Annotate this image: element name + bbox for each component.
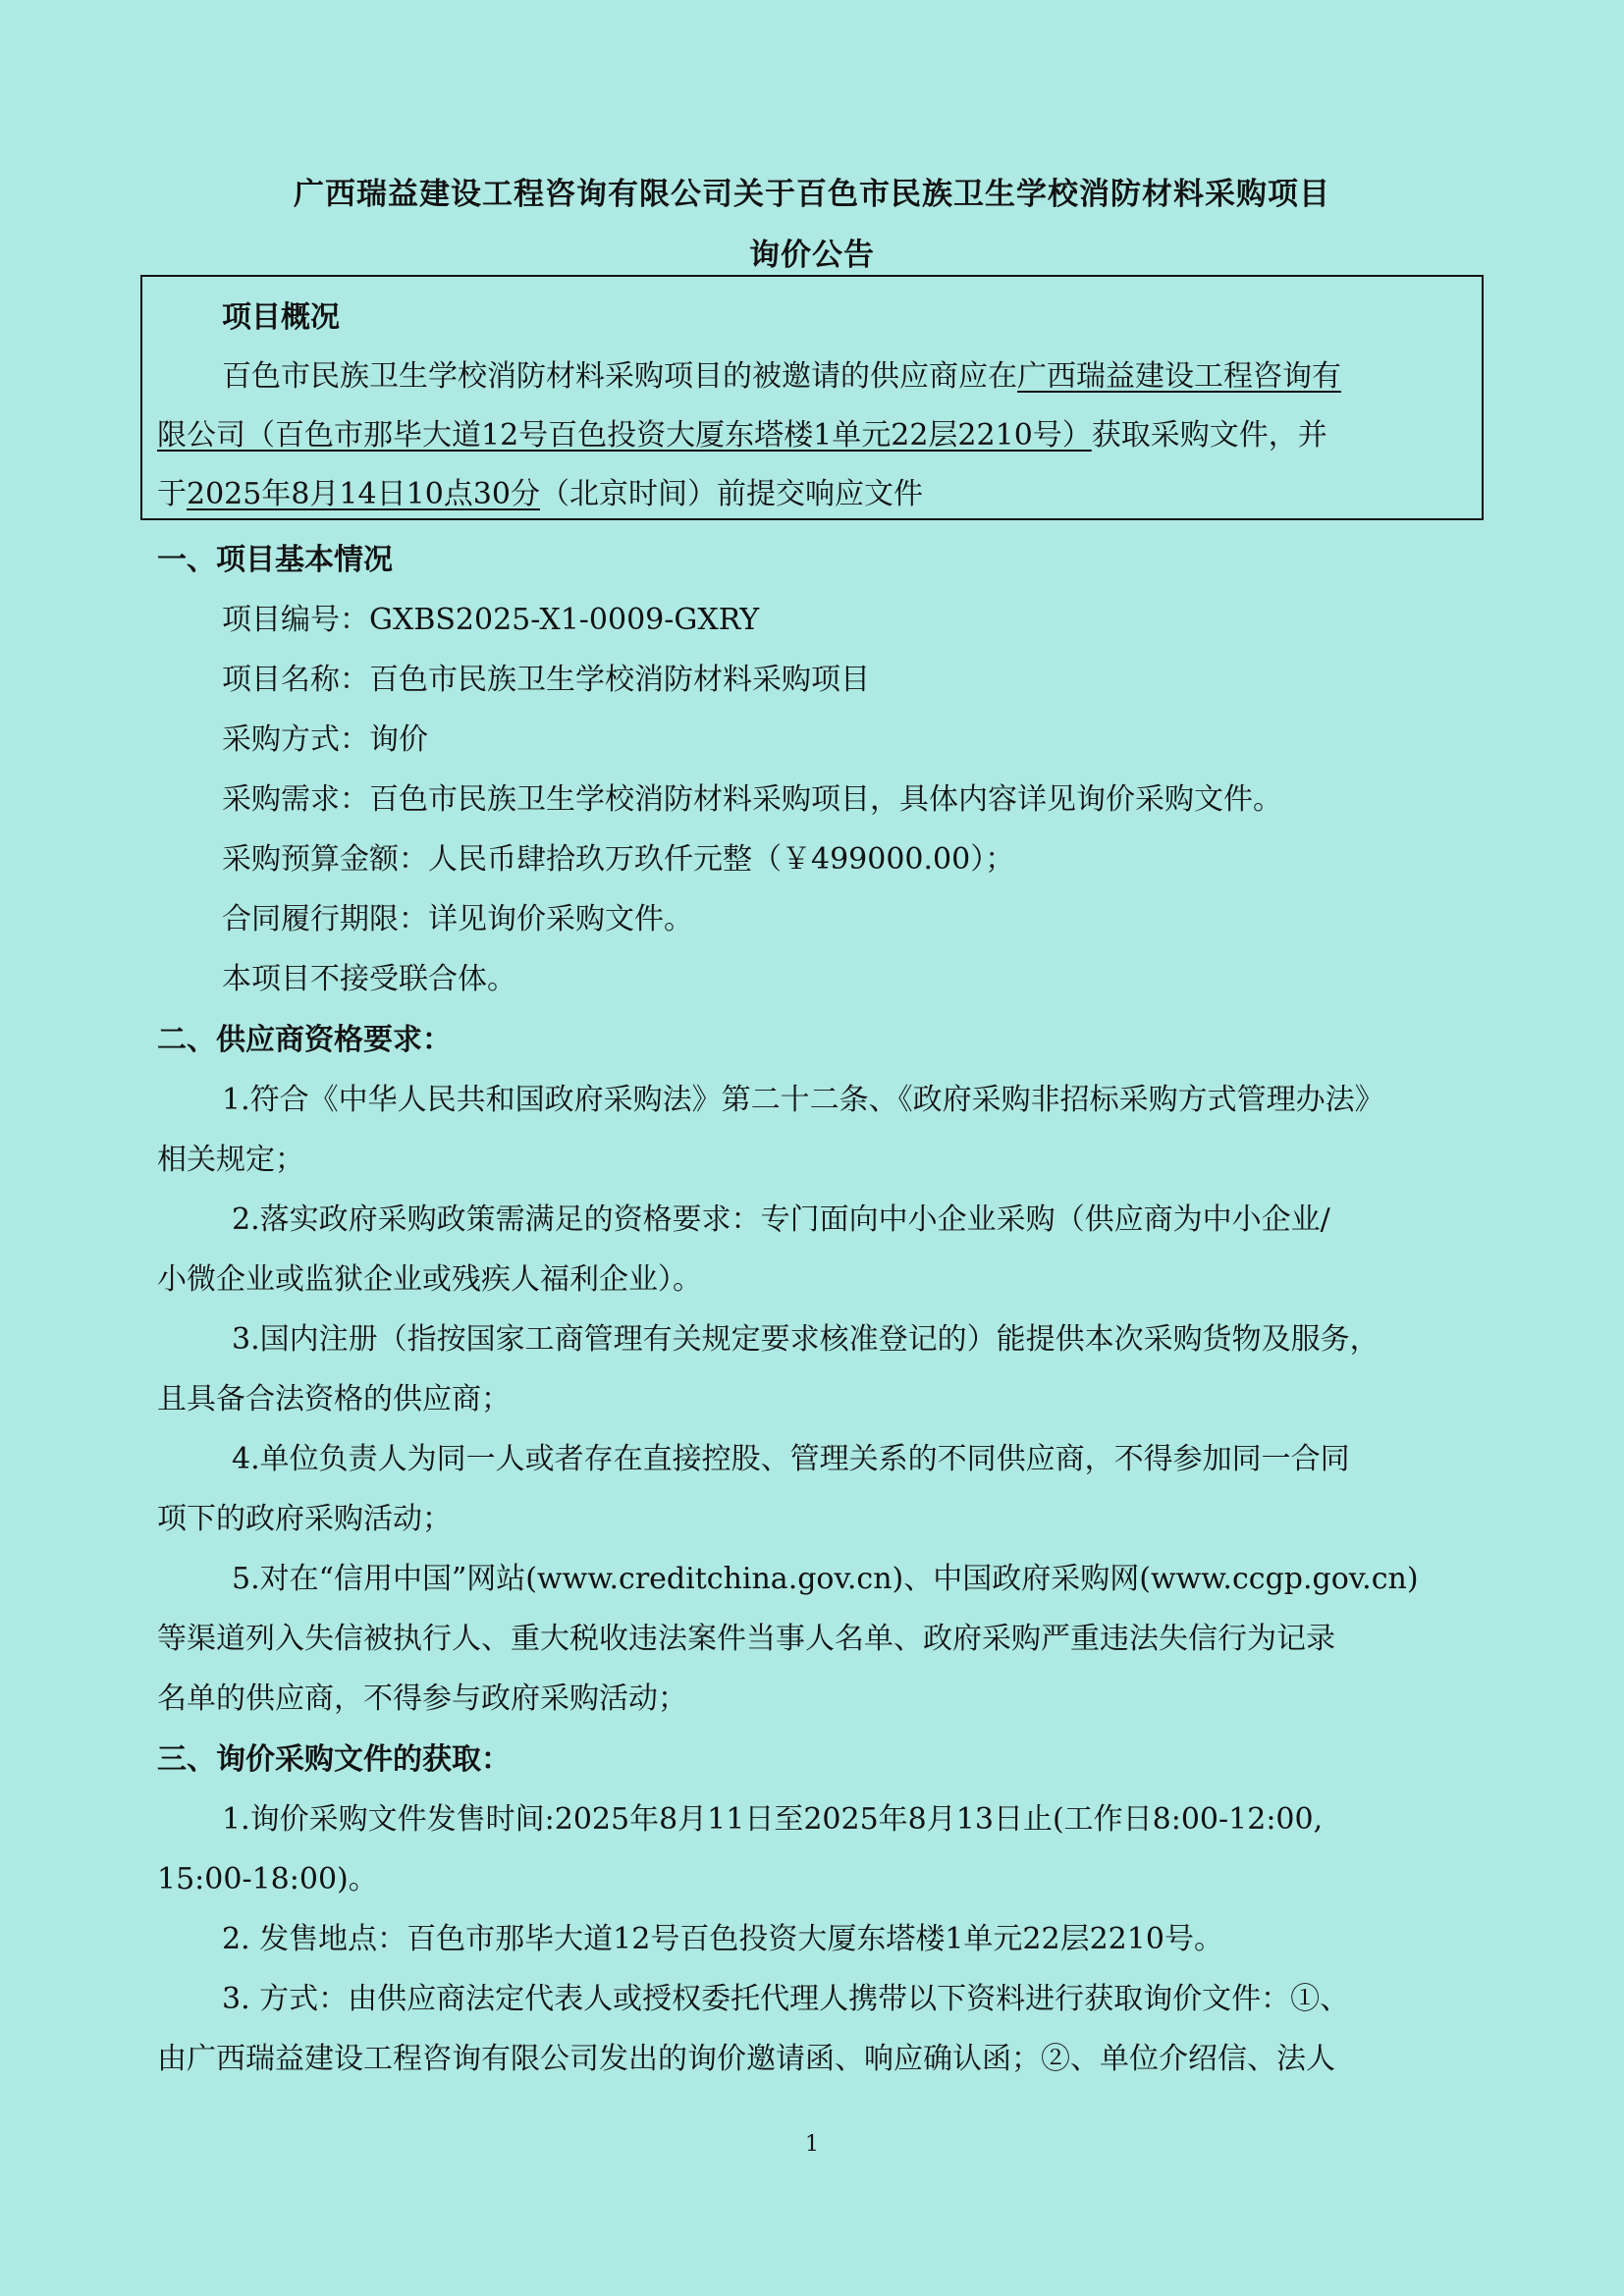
acquisition-line: 3. 方式：由供应商法定代表人或授权委托代理人携带以下资料进行获取询价文件：①、 (222, 1982, 1350, 2016)
overview-heading: 项目概况 (222, 300, 340, 335)
overview-paragraph-line3: 于2025年8月14日10点30分（北京时间）前提交响应文件 (157, 477, 923, 511)
notice-title-line2: 询价公告 (749, 238, 875, 273)
project-name: 项目名称：百色市民族卫生学校消防材料采购项目 (222, 663, 870, 697)
qualification-line: 项下的政府采购活动； (157, 1502, 452, 1536)
contract-period: 合同履行期限：详见询价采购文件。 (222, 902, 693, 936)
acquisition-line: 2. 发售地点：百色市那毕大道12号百色投资大厦东塔楼1单元22层2210号。 (222, 1922, 1223, 1956)
section2-heading: 二、供应商资格要求： (157, 1023, 452, 1057)
acquisition-line: 15:00-18:00)。 (157, 1862, 378, 1896)
qualification-line: 1.符合《中华人民共和国政府采购法》第二十二条、《政府采购非招标采购方式管理办法》 (222, 1083, 1384, 1117)
qualification-line: 且具备合法资格的供应商； (157, 1382, 511, 1416)
supplier-address: 限公司（百色市那毕大道12号百色投资大厦东塔楼1单元22层2210号） (157, 418, 1092, 453)
consortium-note: 本项目不接受联合体。 (222, 962, 516, 996)
qualification-line: 相关规定； (157, 1143, 304, 1177)
acquisition-line: 由广西瑞益建设工程咨询有限公司发出的询价邀请函、响应确认函；②、单位介绍信、法人 (157, 2042, 1335, 2076)
qualification-line: 名单的供应商，不得参与政府采购活动； (157, 1682, 687, 1716)
deadline-date: 2025年8月14日10点30分 (187, 477, 540, 511)
overview-paragraph-line1: 百色市民族卫生学校消防材料采购项目的被邀请的供应商应在广西瑞益建设工程咨询有 (222, 359, 1341, 394)
overview-paragraph-line2: 限公司（百色市那毕大道12号百色投资大厦东塔楼1单元22层2210号）获取采购文件，并 (157, 418, 1327, 453)
qualification-line: 4.单位负责人为同一人或者存在直接控股、管理关系的不同供应商，不得参加同一合同 (232, 1442, 1350, 1476)
page-number: 1 (805, 2132, 819, 2157)
acquisition-line: 1.询价采购文件发售时间:2025年8月11日至2025年8月13日止(工作日8:00-12:00, (222, 1802, 1324, 1837)
qualification-line: 5.对在“信用中国”网站(www.creditchina.gov.cn)、中国政府采购网(www.ccgp.gov.cn) (232, 1562, 1419, 1596)
notice-title-line1: 广西瑞益建设工程咨询有限公司关于百色市民族卫生学校消防材料采购项目 (294, 177, 1330, 212)
project-number: 项目编号：GXBS2025-X1-0009-GXRY (222, 603, 760, 637)
qualification-line: 小微企业或监狱企业或残疾人福利企业）。 (157, 1262, 702, 1297)
section1-heading: 一、项目基本情况 (157, 543, 393, 577)
qualification-line: 2.落实政府采购政策需满足的资格要求：专门面向中小企业采购（供应商为中小企业/ (232, 1202, 1330, 1237)
qualification-line: 等渠道列入失信被执行人、重大税收违法案件当事人名单、政府采购严重违法失信行为记录 (157, 1622, 1335, 1656)
procurement-requirement: 采购需求：百色市民族卫生学校消防材料采购项目，具体内容详见询价采购文件。 (222, 782, 1282, 817)
qualification-line: 3.国内注册（指按国家工商管理有关规定要求核准登记的）能提供本次采购货物及服务， (232, 1322, 1380, 1357)
budget-amount: 采购预算金额：人民币肆拾玖万玖仟元整（￥499000.00）； (222, 842, 1015, 877)
procurement-method: 采购方式：询价 (222, 722, 428, 757)
supplier-location-link: 广西瑞益建设工程咨询有 (1017, 359, 1341, 394)
section3-heading: 三、询价采购文件的获取： (157, 1742, 511, 1777)
